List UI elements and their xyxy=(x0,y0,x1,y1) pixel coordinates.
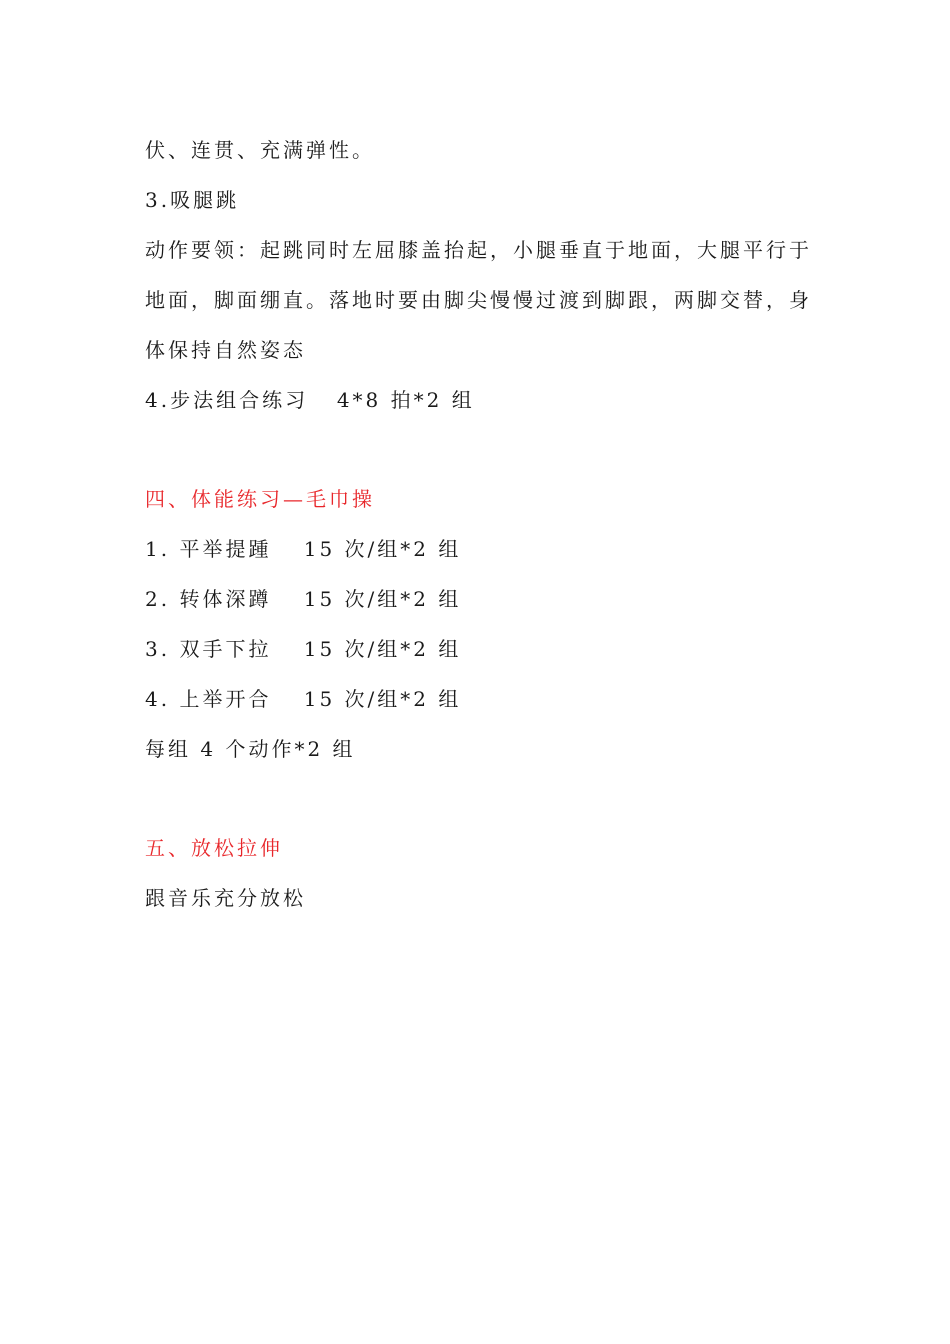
exercise-row xyxy=(145,587,461,611)
exercise-name: 1. 平举提踵 xyxy=(145,537,272,561)
exercise-row xyxy=(145,687,461,711)
exercise-reps: 15 次/组*2 组 xyxy=(303,687,462,711)
paragraph-intro-tail: 伏、连贯、充满弹性。 xyxy=(145,138,375,162)
exercise-row xyxy=(145,637,461,661)
exercise-name: 2. 转体深蹲 xyxy=(145,587,272,611)
item-4-line xyxy=(145,388,475,412)
exercise-reps: 15 次/组*2 组 xyxy=(303,587,462,611)
item-4-count: 4*8 拍*2 组 xyxy=(336,388,475,412)
exercise-row xyxy=(145,537,461,561)
item-3-title: 3.吸腿跳 xyxy=(145,188,240,212)
item-3-description-line-3: 体保持自然姿态 xyxy=(145,338,306,362)
item-3-description-line-1: 动作要领：起跳同时左屈膝盖抬起，小腿垂直于地面，大腿平行于 xyxy=(145,238,812,262)
section-4-heading: 四、体能练习—毛巾操 xyxy=(145,487,375,511)
exercise-name: 3. 双手下拉 xyxy=(145,637,272,661)
item-3-description-line-2: 地面，脚面绷直。落地时要由脚尖慢慢过渡到脚跟，两脚交替，身 xyxy=(145,288,812,312)
exercise-reps: 15 次/组*2 组 xyxy=(303,637,462,661)
section-5-heading: 五、放松拉伸 xyxy=(145,836,283,860)
section-5-text: 跟音乐充分放松 xyxy=(145,886,306,910)
item-4-title: 4.步法组合练习 xyxy=(145,388,309,412)
exercise-reps: 15 次/组*2 组 xyxy=(303,537,462,561)
exercise-name: 4. 上举开合 xyxy=(145,687,272,711)
section-4-summary: 每组 4 个动作*2 组 xyxy=(145,737,356,761)
